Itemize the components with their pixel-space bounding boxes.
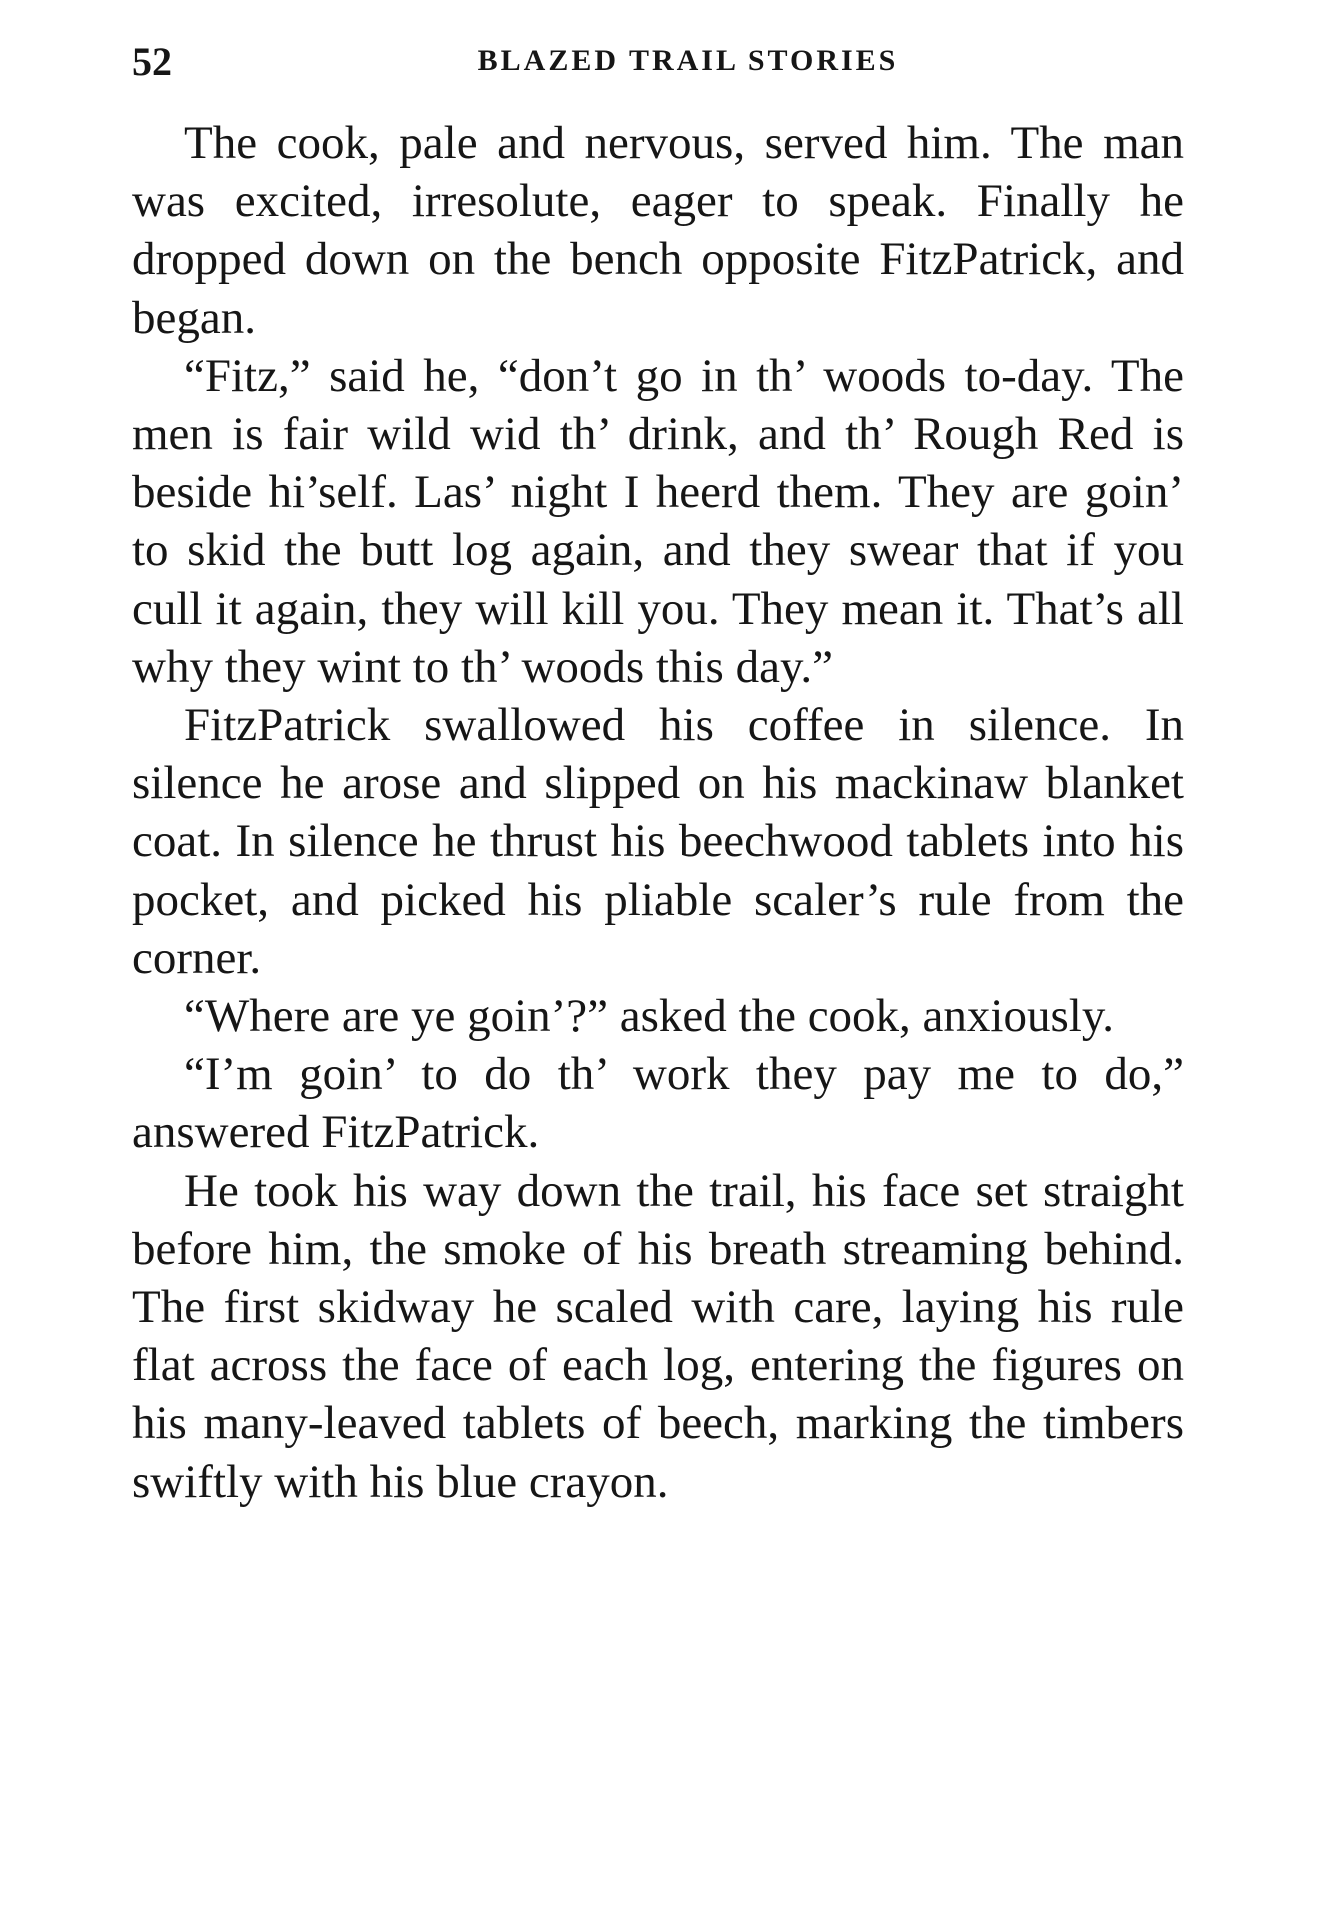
paragraph-4: “Where are ye goin’?” asked the cook, anxiously.	[184, 990, 1115, 1043]
page-number: 52	[132, 39, 172, 84]
running-title: BLAZED TRAIL STORIES	[477, 44, 899, 77]
running-head	[132, 38, 1184, 88]
paragraph-5: “I’m goin’ to do th’ work they pay me to do,” answered FitzPatrick.	[132, 1048, 1184, 1159]
paragraph-3: FitzPatrick swallowed his coffee in silence. In silence he arose and slipped on his mackinaw blanket coat. In silence he thrust his beechwood tablets into his pocket, and picked his pliable scaler’s rule from the corner.	[132, 699, 1184, 984]
paragraph-6: He took his way down the trail, his face set straight before him, the smoke of his breath streaming behind. The first skidway he scaled with care, laying his rule flat across the face of each log, entering the figures on his many-leaved tablets of beech, marking the timbers swiftly with his blue crayon.	[132, 1164, 1184, 1508]
paragraph-2: “Fitz,” said he, “don’t go in th’ woods to-day. The men is fair wild wid th’ drink, and th’ Rough Red is beside hi’self. Las’ night I heerd them. They are goin’ to skid the butt log again, and they swear that if you cull it again, they will kill you. They mean it. That’s all why they wint to th’ woods this day.”	[132, 349, 1184, 693]
body-text	[132, 114, 1184, 1511]
paragraph-1: The cook, pale and nervous, served him. The man was excited, irresolute, eager to speak. Finally he dropped down on the bench opposite FitzPatrick, and began.	[132, 117, 1184, 344]
